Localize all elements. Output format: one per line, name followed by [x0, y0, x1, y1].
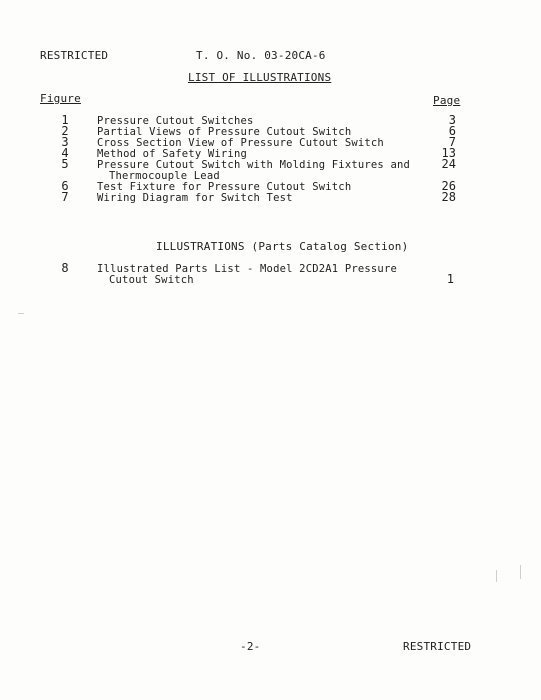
figure-caption: Illustrated Parts List - Model 2CD2A1 Pressure	[97, 263, 397, 275]
figure-number: 6	[61, 179, 69, 193]
page-number: 26	[441, 179, 456, 193]
scan-mark	[520, 565, 521, 579]
figure-number: 5	[61, 157, 69, 171]
page-number: 24	[441, 157, 456, 171]
figure-number: 4	[61, 146, 69, 160]
page-number: 1	[446, 272, 454, 286]
page-title: LIST OF ILLUSTRATIONS	[188, 71, 332, 84]
figure-caption: Wiring Diagram for Switch Test	[97, 192, 293, 204]
figure-number: 2	[61, 124, 69, 138]
figure-number: 1	[61, 113, 69, 127]
figure-caption: Cross Section View of Pressure Cutout Switch	[97, 137, 384, 149]
figure-caption-continued: Thermocouple Lead	[109, 170, 220, 182]
page-number: 6	[448, 124, 456, 138]
figure-number: 8	[61, 261, 69, 275]
column-header-figure: Figure	[40, 92, 81, 105]
figure-caption: Method of Safety Wiring	[97, 148, 247, 160]
footer-page-number: -2-	[240, 640, 261, 653]
page-number: 7	[448, 135, 456, 149]
scan-mark	[18, 313, 24, 314]
scan-mark	[496, 570, 497, 582]
footer-restricted: RESTRICTED	[403, 640, 472, 653]
page-number: 28	[441, 190, 456, 204]
figure-caption: Partial Views of Pressure Cutout Switch	[97, 126, 352, 138]
figure-caption-continued: Cutout Switch	[109, 274, 194, 286]
figure-number: 7	[61, 190, 69, 204]
figure-caption: Test Fixture for Pressure Cutout Switch	[97, 181, 352, 193]
section-title: ILLUSTRATIONS (Parts Catalog Section)	[156, 240, 409, 253]
document-number: T. O. No. 03-20CA-6	[196, 49, 326, 62]
figure-caption: Pressure Cutout Switch with Molding Fixtures and	[97, 159, 411, 171]
figure-number: 3	[61, 135, 69, 149]
figure-caption: Pressure Cutout Switches	[97, 115, 254, 127]
page-number: 13	[441, 146, 456, 160]
page-number: 3	[448, 113, 456, 127]
header-restricted: RESTRICTED	[40, 49, 109, 62]
column-header-page: Page	[433, 94, 461, 107]
